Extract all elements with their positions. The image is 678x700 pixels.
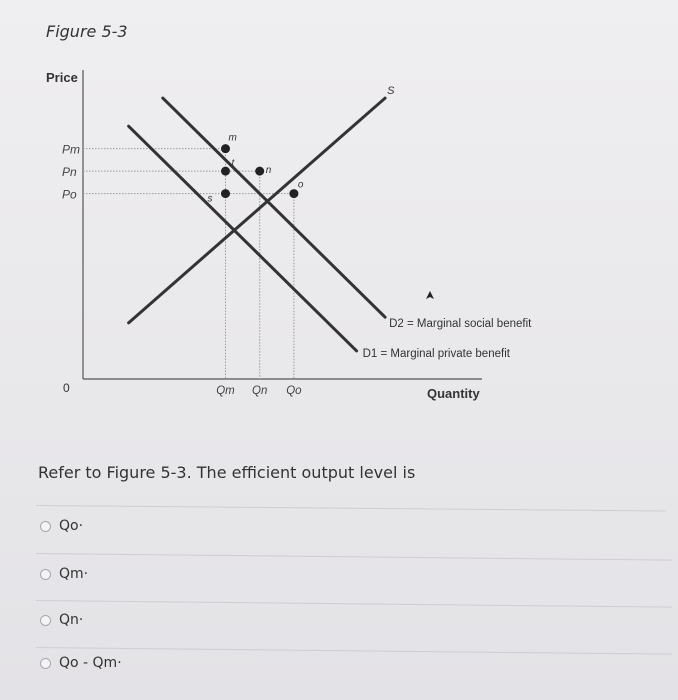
option-label: Qo - Qm· [59,655,122,671]
y-tick-po: Po [62,187,77,202]
curve-s [129,98,386,323]
y-tick-pm: Pm [62,142,80,157]
point-label-s: s [207,193,213,205]
y-axis-label: Price [46,70,78,85]
label-d2: D2 = Marginal social benefit [389,318,532,331]
x-tick-qn: Qn [252,385,268,397]
point-label-m: m [228,132,237,144]
point-label-o: o [297,179,304,191]
option-qo[interactable] [40,518,83,534]
point-label-n: n [265,165,272,177]
radio-button[interactable] [40,569,51,580]
divider [36,647,672,655]
x-tick-qo: Qo [286,385,302,397]
point-m [221,144,230,153]
figure-title: Figure 5-3 [46,22,128,41]
radio-button[interactable] [40,615,51,626]
radio-button[interactable] [40,658,51,669]
divider [36,600,672,608]
x-tick-qm: Qm [216,385,235,397]
option-qo-minus-qm[interactable] [40,655,122,671]
radio-button[interactable] [40,521,51,532]
label-s: S [387,85,395,98]
curve-d1 [129,126,357,351]
x-axis-label: Quantity [427,386,480,401]
point-n [255,167,264,176]
option-label: Qm· [59,566,89,582]
label-d1: D1 = Marginal private benefit [362,347,510,360]
question-text: Refer to Figure 5-3. The efficient output level is [38,463,416,482]
option-label: Qo· [59,518,84,534]
divider [36,505,666,511]
option-label: Qn· [59,612,84,628]
point-t [221,167,230,176]
divider [36,553,672,561]
origin-label: 0 [63,381,70,395]
option-qm[interactable] [40,566,88,582]
cursor-arrow-icon [426,291,434,299]
point-label-t: t [231,158,235,170]
y-tick-pn: Pn [62,165,77,180]
option-qn[interactable] [40,612,83,628]
point-s [221,189,230,198]
curve-d2 [163,98,385,317]
